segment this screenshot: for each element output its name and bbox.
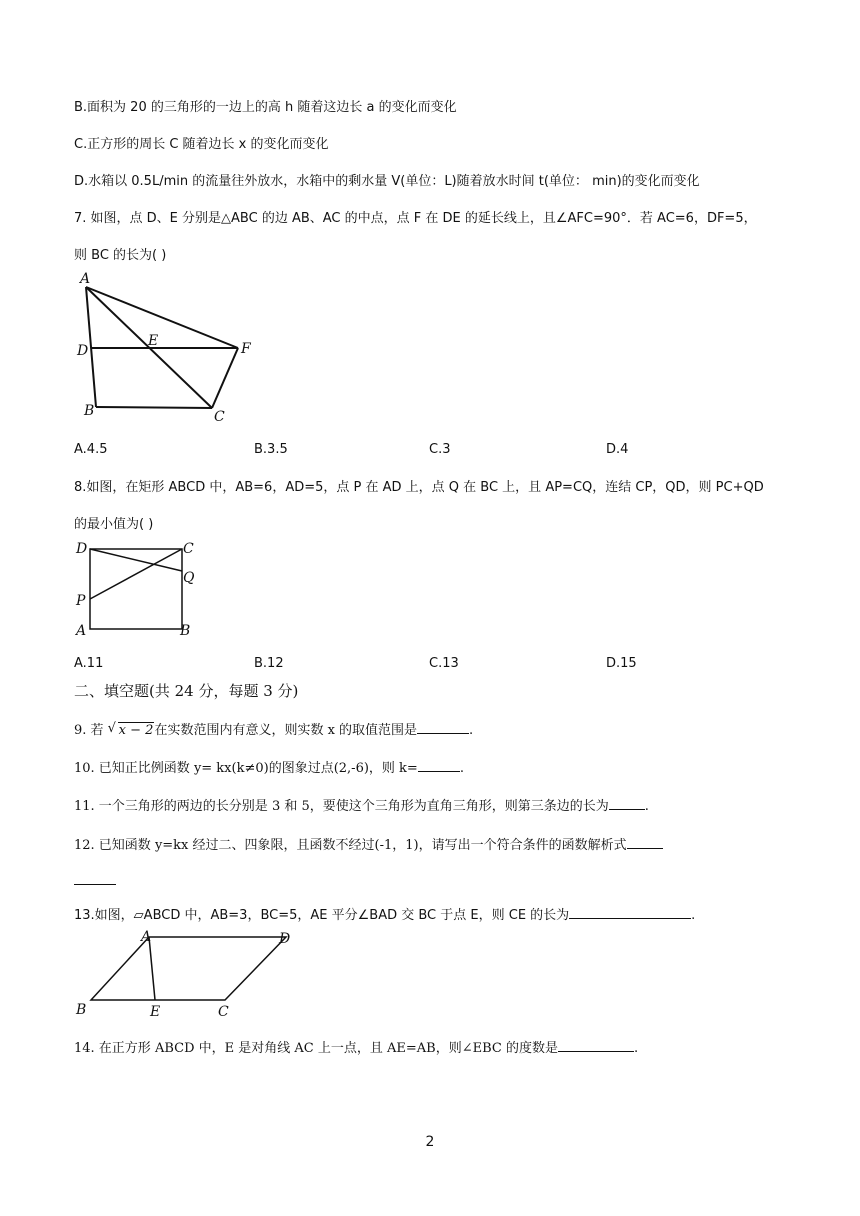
q7-choice-d: D.4 bbox=[606, 442, 629, 457]
q13-label-e: E bbox=[150, 1004, 161, 1020]
q8-label-d: D bbox=[76, 541, 88, 557]
q13-text: 13.如图，▱ABCD 中，AB=3，BC=5，AE 平分∠BAD 交 BC 于点 E，则 CE 的长为 bbox=[74, 908, 570, 923]
q14-line: 14. 在正方形 ABCD 中，E 是对角线 AC 上一点，且 AE=AB，则∠EBC 的度数是 . bbox=[74, 1041, 639, 1056]
q13-label-c: C bbox=[218, 1004, 229, 1020]
q9-line: 9. 若 √ x − 2在实数范围内有意义，则实数 x 的取值范围是 . bbox=[74, 721, 474, 738]
q10-answer-blank[interactable] bbox=[418, 759, 460, 772]
q9-answer-blank[interactable] bbox=[417, 721, 469, 734]
q10-text: 10. 已知正比例函数 y= kx(k≠0)的图象过点(2,-6)，则 k= bbox=[74, 761, 418, 776]
q13-label-d: D bbox=[279, 931, 291, 947]
q8-label-p: P bbox=[76, 593, 86, 609]
q8-stem-line2: 的最小值为( ) bbox=[74, 517, 154, 532]
q6-option-b: B.面积为 20 的三角形的一边上的高 h 随着这边长 a 的变化而变化 bbox=[74, 100, 457, 115]
q13-figure bbox=[74, 926, 314, 1022]
q7-stem-line1: 7. 如图，点 D、E 分别是△ABC 的边 AB、AC 的中点，点 F 在 DE 的延长线上，且∠AFC=90°．若 AC=6，DF=5， bbox=[74, 211, 757, 226]
q14-answer-blank[interactable] bbox=[558, 1039, 634, 1052]
q11-line: 11. 一个三角形的两边的长分别是 3 和 5，要使这个三角形为直角三角形，则第三条边的长为 . bbox=[74, 799, 649, 814]
q7-label-e: E bbox=[148, 333, 159, 349]
q7-label-a: A bbox=[80, 271, 91, 287]
q8-figure bbox=[74, 537, 214, 643]
q7-stem-line2: 则 BC 的长为( ) bbox=[74, 248, 167, 263]
page-number: 2 bbox=[425, 1134, 435, 1150]
q7-label-d: D bbox=[77, 343, 89, 359]
q12-text: 12. 已知函数 y=kx 经过二、四象限，且函数不经过(-1，1)，请写出一个符合条件的函数解析式 bbox=[74, 838, 627, 853]
q8-label-q: Q bbox=[183, 570, 195, 586]
q8-stem-line1: 8.如图，在矩形 ABCD 中，AB=6，AD=5，点 P 在 AD 上，点 Q 在 BC 上，且 AP=CQ，连结 CP，QD，则 PC+QD bbox=[74, 480, 764, 495]
q7-label-f: F bbox=[241, 341, 251, 357]
q6-option-d: D.水箱以 0.5L/min 的流量往外放水，水箱中的剩水量 V(单位：L)随着放水时间 t(单位： min)的变化而变化 bbox=[74, 174, 700, 189]
q13-label-a: A bbox=[141, 929, 152, 945]
q8-label-b: B bbox=[180, 623, 191, 639]
q8-choice-a: A.11 bbox=[74, 656, 104, 671]
q14-text: 14. 在正方形 ABCD 中，E 是对角线 AC 上一点，且 AE=AB，则∠EBC 的度数是 bbox=[74, 1041, 558, 1056]
q8-choice-d: D.15 bbox=[606, 656, 637, 671]
q12-line bbox=[74, 836, 663, 855]
q8-choice-b: B.12 bbox=[254, 656, 284, 671]
q13-label-b: B bbox=[76, 1002, 87, 1018]
q12-answer-blank-continued[interactable] bbox=[74, 884, 116, 885]
q7-label-c: C bbox=[214, 409, 225, 425]
q7-choice-b: B.3.5 bbox=[254, 442, 288, 457]
q12-answer-blank[interactable] bbox=[627, 836, 663, 849]
q8-choice-c: C.13 bbox=[429, 656, 459, 671]
q13-line: 13.如图，▱ABCD 中，AB=3，BC=5，AE 平分∠BAD 交 BC 于点 E，则 CE 的长为 . bbox=[74, 908, 696, 923]
q8-label-c: C bbox=[183, 541, 194, 557]
q7-label-b: B bbox=[84, 403, 95, 419]
q8-label-a: A bbox=[76, 623, 87, 639]
q7-figure bbox=[74, 268, 274, 428]
q6-option-c: C.正方形的周长 C 随着边长 x 的变化而变化 bbox=[74, 137, 329, 152]
q11-text: 11. 一个三角形的两边的长分别是 3 和 5，要使这个三角形为直角三角形，则第三条边的长为 bbox=[74, 799, 609, 814]
q9-radical: √ x − 2 bbox=[107, 721, 154, 738]
q9-prefix: 9. 若 bbox=[74, 723, 108, 738]
section-heading: 二、填空题(共 24 分，每题 3 分) bbox=[74, 682, 299, 700]
q10-line: 10. 已知正比例函数 y= kx(k≠0)的图象过点(2,-6)，则 k= . bbox=[74, 761, 464, 776]
sqrt-icon: √ bbox=[107, 721, 116, 736]
q7-choice-c: C.3 bbox=[429, 442, 451, 457]
q7-choice-a: A.4.5 bbox=[74, 442, 108, 457]
q9-suffix: 在实数范围内有意义，则实数 x 的取值范围是 bbox=[154, 723, 418, 738]
q13-answer-blank[interactable] bbox=[569, 906, 691, 919]
q11-answer-blank[interactable] bbox=[609, 797, 645, 810]
